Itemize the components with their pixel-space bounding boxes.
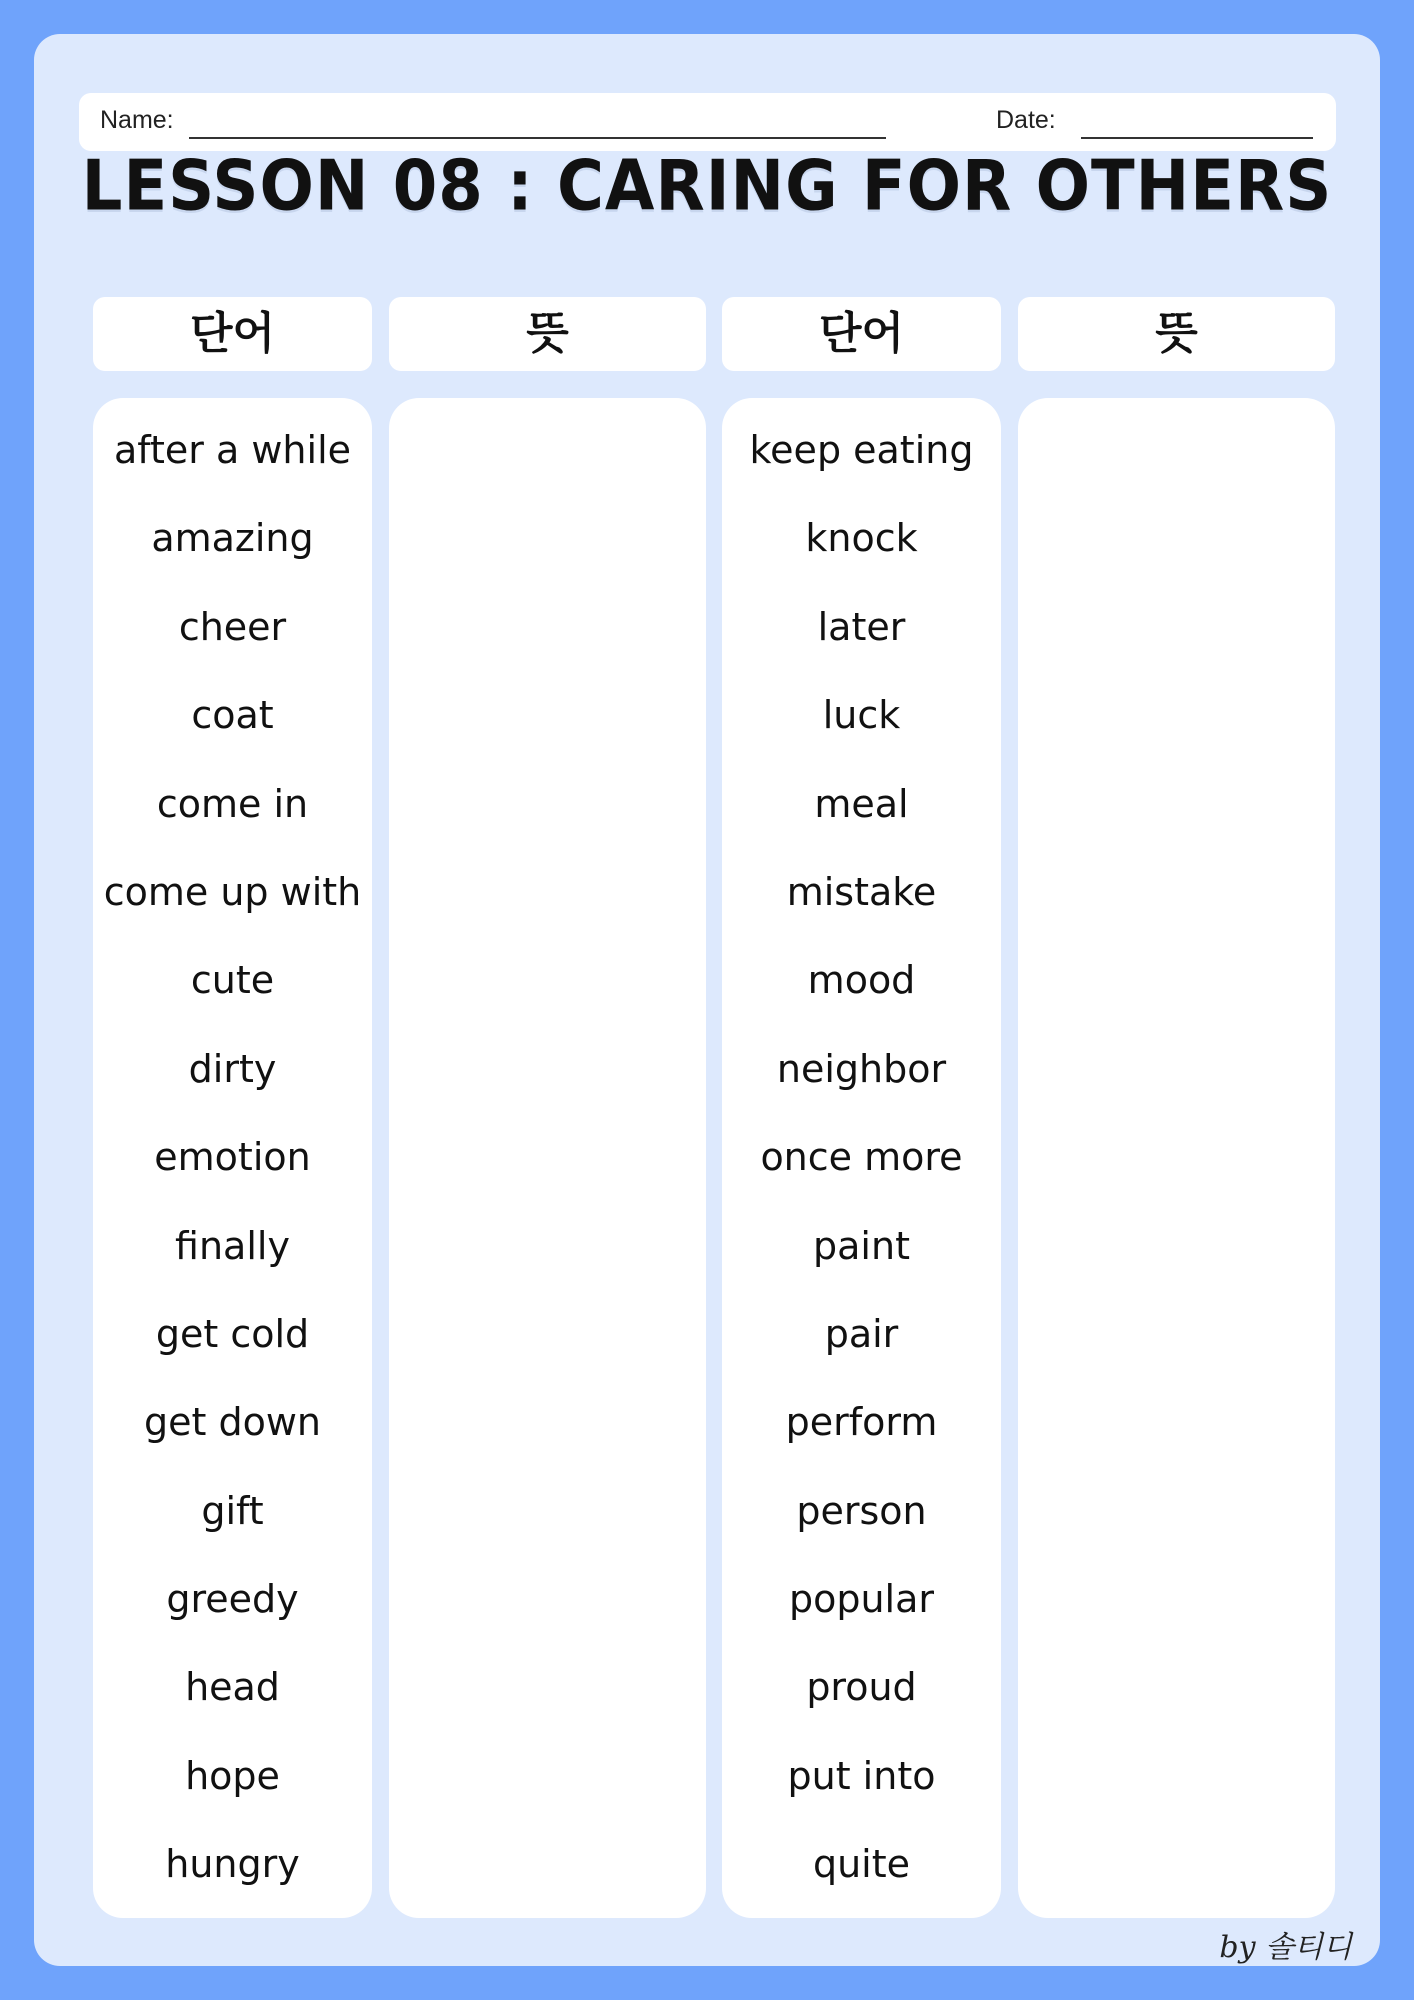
meaning-header-1: 뜻 <box>389 297 706 371</box>
list-item: quite <box>812 1842 911 1887</box>
list-item: person <box>796 1488 927 1533</box>
list-item: paint <box>813 1223 910 1268</box>
list-item: perform <box>785 1400 938 1445</box>
meaning-column-2[interactable] <box>1018 398 1335 1918</box>
list-item: meal <box>814 781 909 826</box>
page-title: LESSON 08 : CARING FOR OTHERS <box>81 147 1333 227</box>
list-item: knock <box>805 516 918 561</box>
list-item: after a while <box>114 428 351 472</box>
meaning-column-1[interactable] <box>389 398 706 1918</box>
list-item: emotion <box>154 1135 311 1180</box>
list-item: amazing <box>151 516 314 561</box>
list-item: mistake <box>786 869 937 914</box>
list-item: popular <box>788 1577 935 1622</box>
author-signature: by 솔티디 <box>1219 1930 1352 1965</box>
list-item: coat <box>191 693 274 738</box>
word-header-1: 단어 <box>93 297 372 371</box>
list-item: hope <box>185 1753 280 1798</box>
list-item: finally <box>175 1223 290 1268</box>
list-item: once more <box>760 1135 963 1180</box>
meaning-header-2: 뜻 <box>1018 297 1335 371</box>
name-date-bar <box>79 93 1336 151</box>
list-item: head <box>185 1665 280 1710</box>
list-item: dirty <box>188 1046 277 1091</box>
list-item: luck <box>822 693 901 738</box>
list-item: hungry <box>165 1842 300 1887</box>
list-item: get down <box>143 1400 321 1445</box>
list-item: cute <box>190 958 275 1003</box>
list-item: gift <box>201 1488 264 1533</box>
list-item: greedy <box>166 1577 299 1622</box>
list-item: proud <box>806 1665 917 1710</box>
list-item: get cold <box>155 1311 310 1356</box>
list-item: mood <box>807 958 916 1003</box>
list-item: come up with <box>103 869 362 914</box>
list-item: neighbor <box>776 1046 947 1091</box>
word-header-2: 단어 <box>722 297 1001 371</box>
date-line[interactable] <box>1081 137 1313 139</box>
list-item: pair <box>824 1311 899 1356</box>
list-item: put into <box>787 1753 936 1798</box>
word-list-right <box>722 424 1001 1927</box>
list-item: later <box>817 604 906 649</box>
date-label: Date: <box>996 106 1056 134</box>
name-line[interactable] <box>189 137 886 139</box>
list-item: keep eating <box>749 428 974 472</box>
list-item: cheer <box>178 604 287 649</box>
list-item: come in <box>156 781 309 826</box>
name-label: Name: <box>100 106 174 134</box>
word-list-left <box>93 424 372 1927</box>
